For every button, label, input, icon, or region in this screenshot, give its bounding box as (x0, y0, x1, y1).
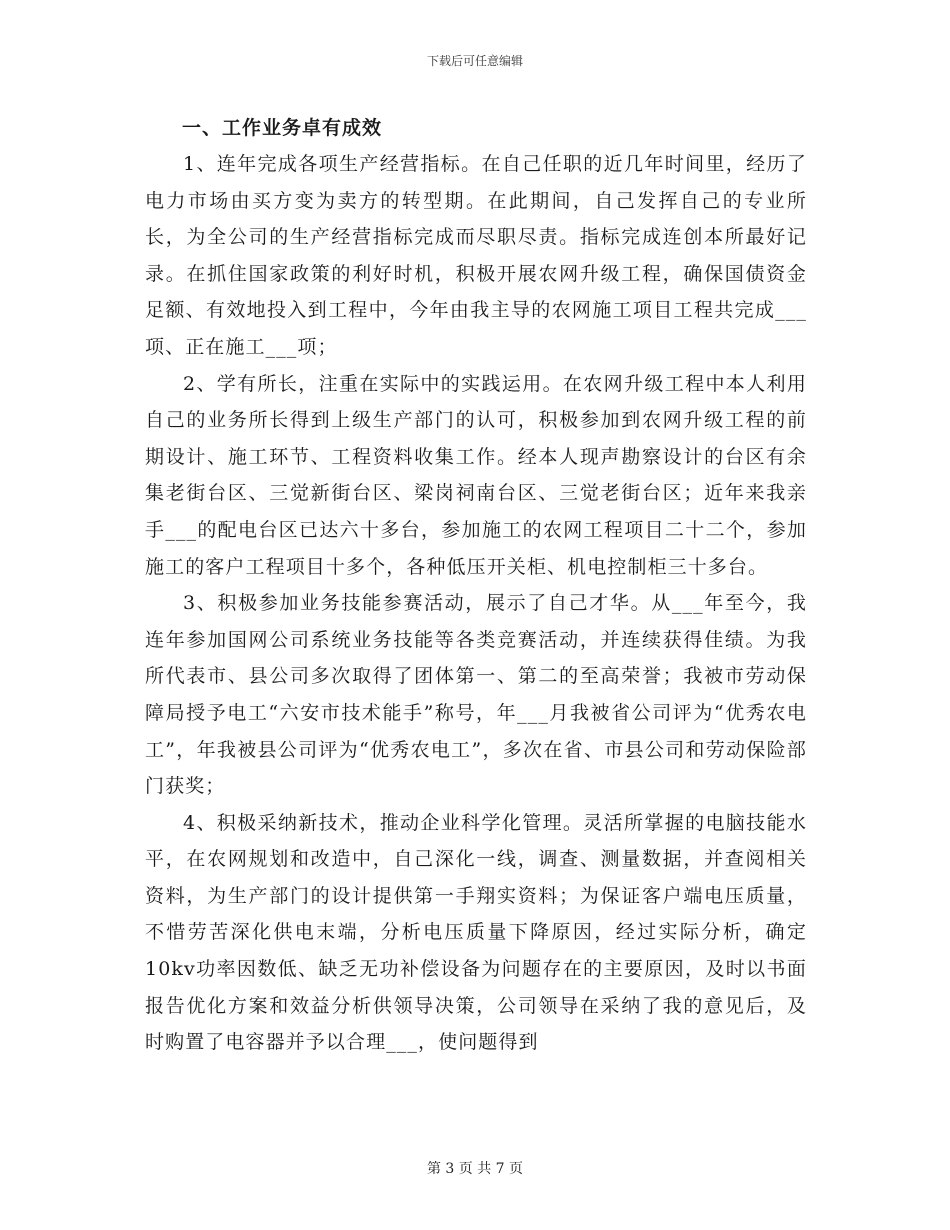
page-footer: 第 3 页 共 7 页 (426, 1161, 524, 1177)
paragraph-4: 4、积极采纳新技术，推动企业科学化管理。灵活所掌握的电脑技能水平，在农网规划和改造中，自己深化一线，调查、测量数据，并查阅相关资料，为生产部门的设计提供第一手翔实资料；为保证客户端电压质量，不惜劳苦深化供电末端，分析电压质量下降原因，经过实际分析，确定10kv功率因数低、缺乏无功补偿设备为问题存在的主要原因，及时以书面报告优化方案和效益分析供领导决策，公司领导在采纳了我的意见后，及时购置了电容器并予以合理___，使问题得到 (145, 811, 807, 1054)
paragraph-1: 1、连年完成各项生产经营指标。在自己任职的近几年时间里，经历了电力市场由买方变为卖方的转型期。在此期间，自己发挥自己的专业所长，为全公司的生产经营指标完成而尽职尽责。指标完成连创本所最好记录。在抓住国家政策的利好时机，积极开展农网升级工程，确保国债资金足额、有效地投入到工程中，今年由我主导的农网施工项目工程共完成___项、正在施工___项； (145, 153, 807, 358)
paragraph-3: 3、积极参加业务技能参赛活动，展示了自己才华。从___年至今，我连年参加国网公司系统业务技能等各类竞赛活动，并连续获得佳绩。为我所代表市、县公司多次取得了团体第一、第二的至高荣誉；我被市劳动保障局授予电工“六安市技术能手”称号，年___月我被省公司评为“优秀农电工”，年我被县公司评为“优秀农电工”，多次在省、市县公司和劳动保险部门获奖； (145, 592, 807, 798)
paragraph-2: 2、学有所长，注重在实际中的实践运用。在农网升级工程中本人利用自己的业务所长得到上级生产部门的认可，积极参加到农网升级工程的前期设计、施工环节、工程资料收集工作。经本人现声勘察设计的台区有余集老街台区、三觉新街台区、梁岗祠南台区、三觉老街台区；近年来我亲手___的配电台区已达六十多台，参加施工的农网工程项目二十二个，参加施工的客户工程项目十多个，各种低压开关柜、机电控制柜三十多台。 (145, 372, 807, 578)
document-body (145, 110, 807, 1061)
section-heading: 一、工作业务卓有成效 (182, 117, 383, 139)
page-header: 下载后可任意编辑 (426, 54, 523, 68)
